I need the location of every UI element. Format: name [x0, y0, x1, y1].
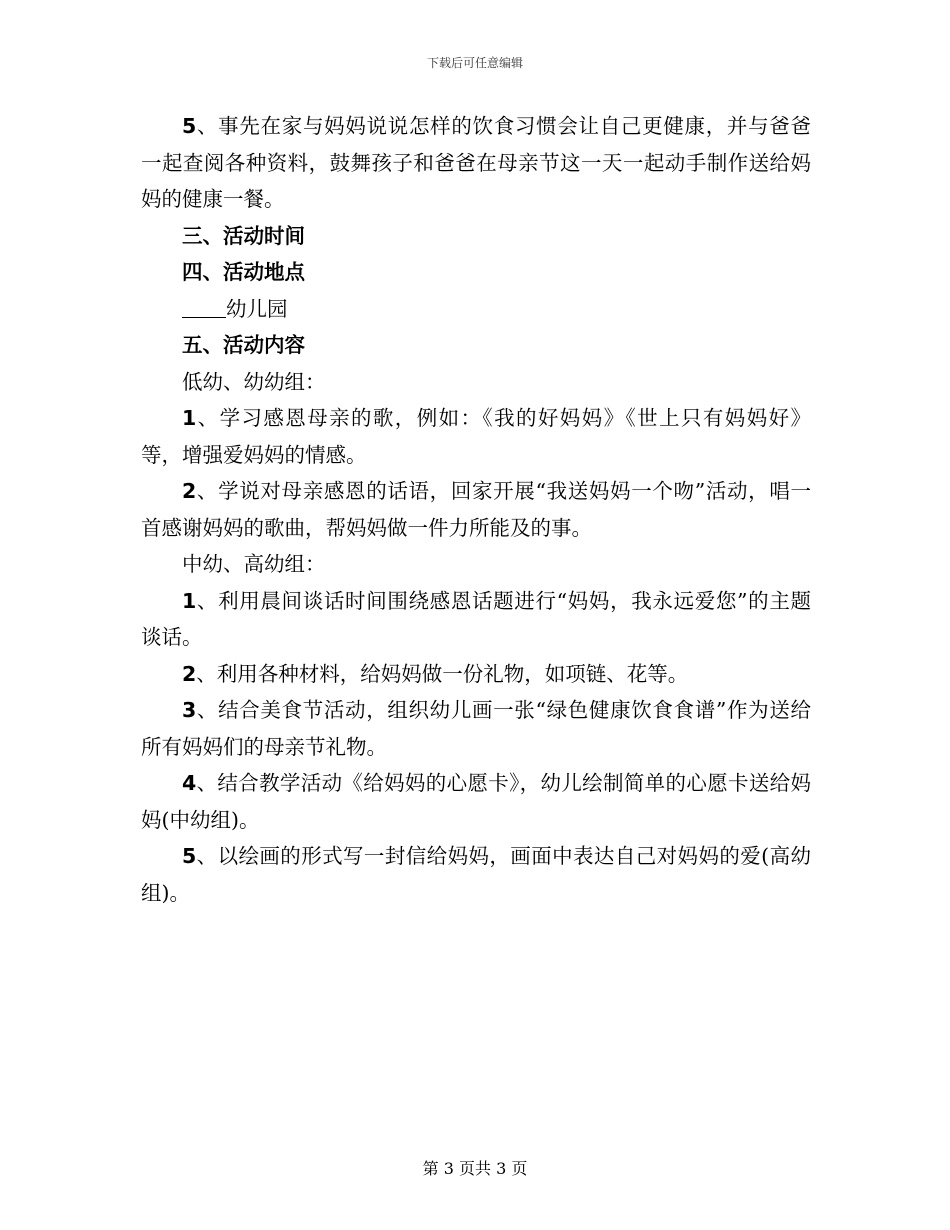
- item-number: 3: [182, 698, 197, 722]
- location-line: [141, 291, 811, 328]
- item-number: 5: [182, 844, 197, 868]
- item-number: 1: [182, 588, 197, 613]
- paragraph-text: 、学习感恩母亲的歌，例如：《我的好妈妈》《世上只有妈妈好》等，增强爱妈妈的情感。: [141, 406, 811, 467]
- group-label-junior: 低幼、幼幼组：: [182, 369, 326, 394]
- paragraph-senior-item-4: [141, 765, 811, 838]
- paragraph-text: 、结合美食节活动，组织幼儿画一张“绿色健康饮食食谱”作为送给所有妈妈们的母亲节礼物。: [141, 698, 811, 759]
- group-label-senior: 中幼、高幼组：: [182, 552, 326, 576]
- section-heading-activity-content: 五、活动内容: [182, 333, 305, 357]
- location-text: 幼儿园: [226, 296, 288, 321]
- item-number: 2: [182, 479, 197, 503]
- item-number: 1: [182, 406, 197, 430]
- page-header-note: 下载后可任意编辑: [426, 56, 523, 70]
- paragraph-text: 、利用晨间谈话时间围绕感恩话题进行“妈妈，我永远爱您”的主题谈话。: [141, 588, 811, 649]
- paragraph-senior-item-1: [141, 583, 811, 656]
- paragraph-text: 、利用各种材料，给妈妈做一份礼物，如项链、花等。: [196, 661, 689, 686]
- document-body: [141, 108, 811, 911]
- paragraph-senior-item-3: [141, 692, 811, 765]
- item-number: 4: [182, 771, 197, 795]
- item-number: 5: [182, 114, 197, 138]
- fill-in-blank: [182, 295, 226, 318]
- section-heading-activity-location: 四、活动地点: [182, 260, 305, 284]
- page-number: 第 3 页共 3 页: [422, 1159, 528, 1178]
- paragraph-text: 、事先在家与妈妈说说怎样的饮食习惯会让自己更健康，并与爸爸一起查阅各种资料，鼓舞孩子和爸爸在母亲节这一天一起动手制作送给妈妈的健康一餐。: [141, 114, 811, 211]
- paragraph-senior-item-5: [141, 838, 811, 911]
- paragraph-senior-item-2: [141, 656, 811, 693]
- paragraph-item-5-healthy-meal: [141, 108, 811, 218]
- section-heading-activity-time: 三、活动时间: [182, 223, 305, 248]
- paragraph-text: 、学说对母亲感恩的话语，回家开展“我送妈妈一个吻”活动，唱一首感谢妈妈的歌曲，帮妈妈做一件力所能及的事。: [141, 479, 811, 540]
- paragraph-text: 、以绘画的形式写一封信给妈妈，画面中表达自己对妈妈的爱(高幼组)。: [141, 844, 811, 905]
- item-number: 2: [182, 661, 197, 686]
- paragraph-junior-item-2: [141, 473, 811, 546]
- paragraph-junior-item-1: [141, 400, 811, 473]
- paragraph-text: 、结合教学活动《给妈妈的心愿卡》，幼儿绘制简单的心愿卡送给妈妈(中幼组)。: [141, 771, 811, 832]
